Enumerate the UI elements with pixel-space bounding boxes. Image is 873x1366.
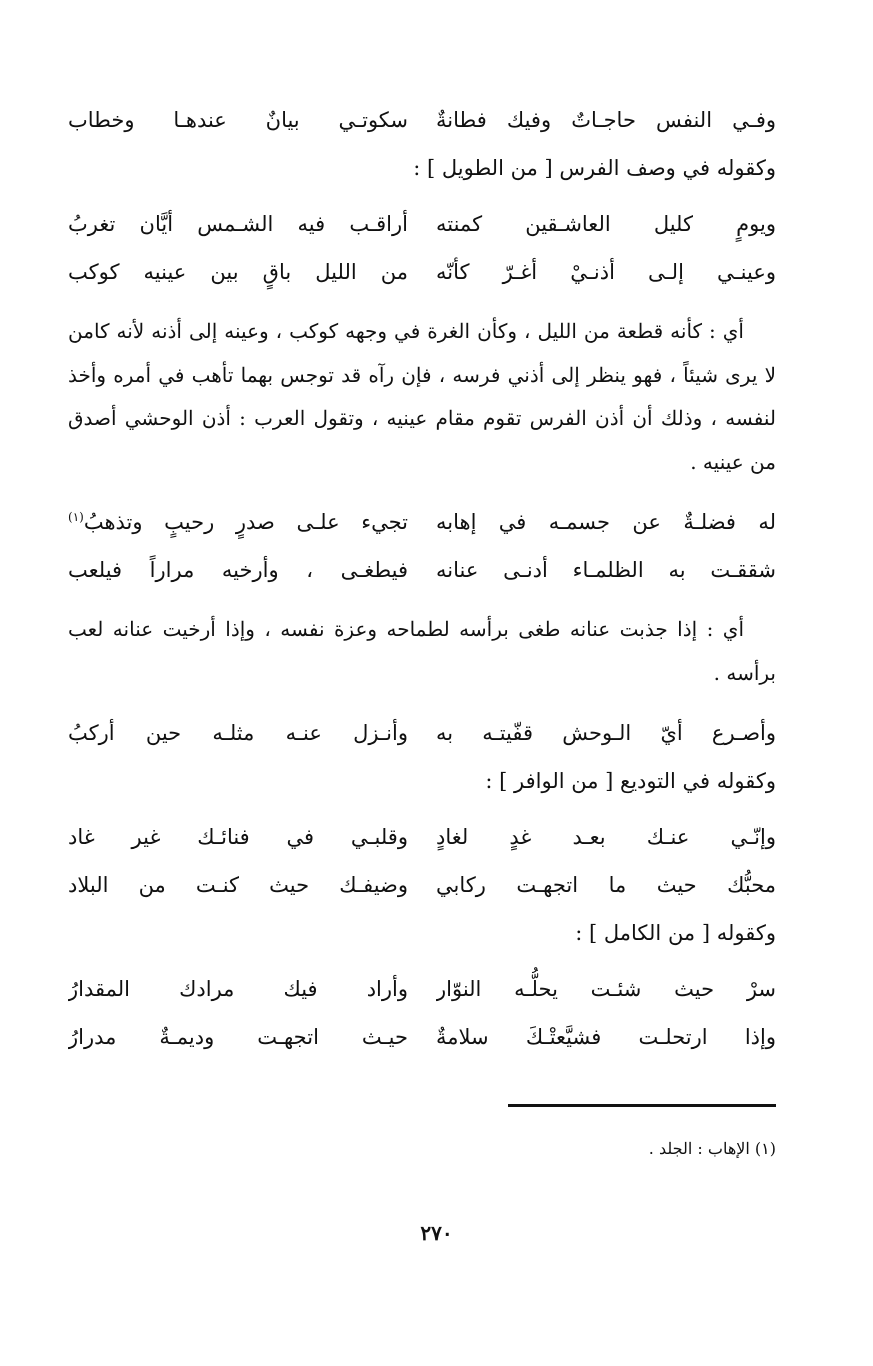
verse-line — [68, 96, 776, 144]
verse-first-hemistich: له فضلـةٌ عن جسمـه في إهابه — [436, 510, 776, 534]
verse-line — [68, 546, 776, 594]
verse-second-hemistich: سكوتـي بيانٌ عندهـا وخطاب — [68, 108, 408, 132]
page-number: ٢٧٠ — [420, 1221, 453, 1245]
verse-second-hemistich: من الليل باقٍ بين عينيه كوكب — [68, 260, 408, 284]
verse-second-hemistich: وأنـزل عنـه مثلـه حين أركبُ — [68, 721, 408, 745]
footnote-marker: (١) — [68, 510, 84, 524]
verse-line — [68, 965, 776, 1013]
verse-first-hemistich: شققـت به الظلمـاء أدنـى عنانه — [436, 558, 776, 582]
verse-intro: وكقوله [ من الكامل ] : — [575, 921, 776, 945]
verse-first-hemistich: وإنّـي عنـك بعـد غدٍ لغادٍ — [436, 825, 776, 849]
verse-second-hemistich: أراقـب فيه الشـمس أيَّان تغربُ — [68, 212, 408, 236]
verse-second-hemistich: حيـث اتجهـت وديمـةٌ مدرارُ — [68, 1025, 408, 1049]
verse-line — [68, 498, 776, 546]
verse-first-hemistich: وأصـرع أيّ الـوحش قفّيتـه به — [436, 721, 776, 745]
commentary-paragraph: أي : إذا جذبت عنانه طغى برأسه لطماحه وعزة نفسه ، وإذا أرخيت عنانه لعب برأسه . — [68, 617, 776, 685]
verse-line — [68, 200, 776, 248]
verse-intro: وكقوله في وصف الفرس [ من الطويل ] : — [413, 156, 776, 180]
verse-line — [68, 861, 776, 909]
verse-second-hemistich — [68, 498, 408, 546]
verse-second-hemistich: وأراد فيك مرادك المقدارُ — [68, 977, 408, 1001]
verse-second-hemistich-text: تجيء علـى صدرٍ رحيبٍ وتذهبُ — [83, 510, 408, 534]
page-body — [68, 96, 776, 1061]
verse-first-hemistich: وإذا ارتحلـت فشيَّعتْـكَ سلامةٌ — [436, 1025, 776, 1049]
verse-line — [68, 1013, 776, 1061]
verse-second-hemistich: وقلبـي في فنائـك غير غاد — [68, 825, 408, 849]
verse-line — [68, 248, 776, 296]
verse-first-hemistich: وفـي النفس حاجـاتٌ وفيك فطانةٌ — [436, 108, 776, 132]
verse-first-hemistich: ويومٍ كليل العاشـقين كمنته — [436, 212, 776, 236]
footnote: (١) الإهاب : الجلد . — [648, 1139, 776, 1158]
verse-intro: وكقوله في التوديع [ من الوافر ] : — [485, 769, 776, 793]
footnote-divider — [508, 1104, 776, 1107]
verse-first-hemistich: سرْ حيث شئـت يحلُّـه النوّار — [436, 977, 776, 1001]
verse-line — [68, 709, 776, 757]
verse-first-hemistich: وعينـي إلـى أذنـيْ أغـرّ كأنّه — [436, 260, 776, 284]
verse-first-hemistich: محبُّك حيث ما اتجهـت ركابي — [436, 873, 776, 897]
verse-line — [68, 813, 776, 861]
verse-second-hemistich: وضيفـك حيث كنـت من البلاد — [68, 873, 408, 897]
verse-second-hemistich: فيطغـى ، وأرخيه مراراً فيلعب — [68, 558, 408, 582]
commentary-paragraph: أي : كأنه قطعة من الليل ، وكأن الغرة في وجهه كوكب ، وعينه إلى أذنه لأنه كامن لا يرى شيئاً ، فهو ينظر إلى أذني فرسه ، فإن رآه قد توجس بهما تأهب في أمره وأخذ لنفسه ، وذلك أن أذن الفرس تقوم مقام عينيه ، وتقول العرب : أذن الوحشي أصدق من عينيه . — [68, 319, 776, 474]
